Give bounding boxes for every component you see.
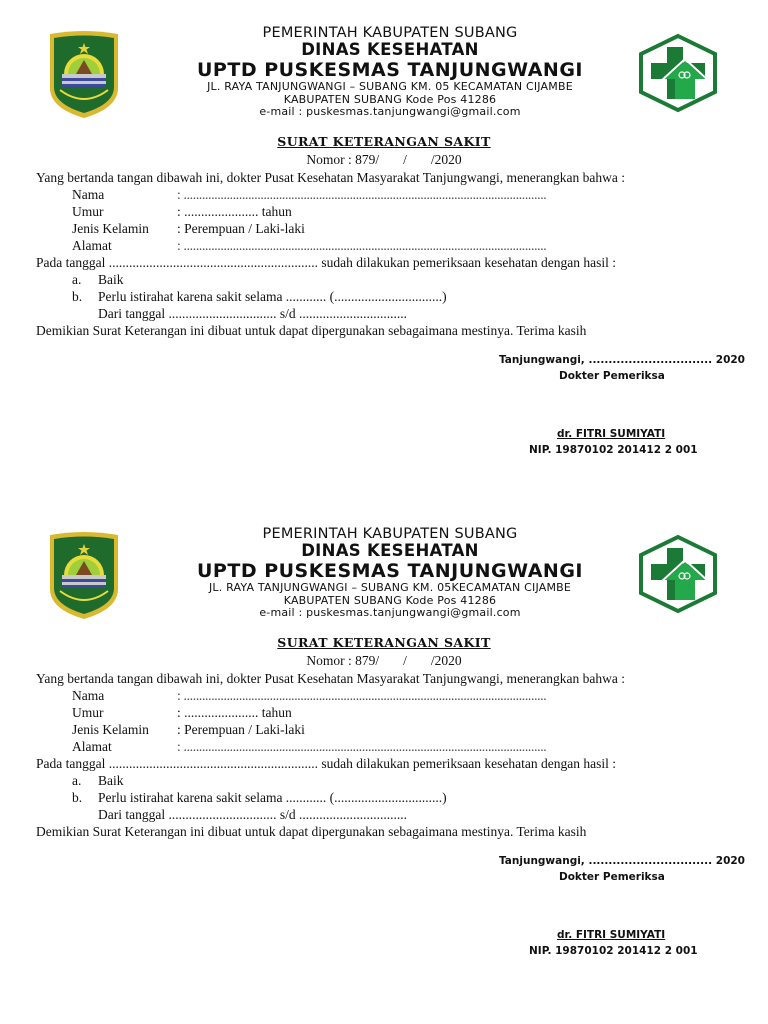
exam-date-line: Pada tanggal .............................................................. sudah dilakukan pemeriksaan kesehatan dengan hasil : <box>36 756 617 771</box>
result-letter: a. <box>72 773 82 788</box>
result-letter: b. <box>72 289 83 304</box>
address-postal: KABUPATEN SUBANG Kode Pos 41286 <box>283 593 497 607</box>
result-text: Dari tanggal ................................ s/d ................................ <box>98 807 407 822</box>
letter-body <box>36 169 736 339</box>
doctor-name: dr. FITRI SUMIYATI <box>557 428 666 440</box>
address-line: JL. RAYA TANJUNGWANGI – SUBANG KM. 05 KECAMATAN CIJAMBE <box>207 80 573 93</box>
field-value: : ...................................................................................................................... <box>177 187 547 202</box>
document-number <box>0 152 768 168</box>
number-separator: / <box>403 152 407 167</box>
intro-line: Yang bertanda tangan dibawah ini, dokter Pusat Kesehatan Masyarakat Tanjungwangi, menerangkan bahwa : <box>36 170 626 185</box>
government-name: PEMERINTAH KABUPATEN SUBANG <box>262 25 518 41</box>
field-value: : ...................... tahun <box>177 705 292 720</box>
field-value: : ...................................................................................................................... <box>177 238 547 253</box>
doctor-nip: NIP. 19870102 201412 2 001 <box>529 444 698 456</box>
result-item <box>36 789 736 806</box>
letter-body <box>36 670 736 840</box>
result-item <box>36 806 736 823</box>
field-value: : Perempuan / Laki-laki <box>177 722 305 737</box>
document-title: SURAT KETERANGAN SAKIT <box>277 134 491 149</box>
number-year: /2020 <box>430 653 462 668</box>
result-text: Baik <box>98 773 124 788</box>
result-letter: b. <box>72 790 83 805</box>
field-value: : ...................................................................................................................... <box>177 688 547 703</box>
kabupaten-subang-emblem-icon <box>46 30 122 120</box>
result-text: Baik <box>98 272 124 287</box>
field-label: Umur <box>72 705 104 720</box>
government-name: PEMERINTAH KABUPATEN SUBANG <box>262 526 518 542</box>
institution-name: UPTD PUSKESMAS TANJUNGWANGI <box>197 560 583 582</box>
result-letter: a. <box>72 272 82 287</box>
number-prefix: Nomor : 879/ <box>306 653 380 668</box>
department-name: DINAS KESEHATAN <box>301 40 479 59</box>
puskesmas-logo-icon <box>637 33 719 113</box>
signer-role: Dokter Pemeriksa <box>559 370 665 382</box>
result-item <box>36 288 736 305</box>
field-label: Alamat <box>72 739 112 754</box>
result-text: Dari tanggal ................................ s/d ................................ <box>98 306 407 321</box>
puskesmas-logo-icon <box>637 534 719 614</box>
field-alamat <box>36 738 736 755</box>
field-value: : ...................................................................................................................... <box>177 739 547 754</box>
field-umur <box>36 704 736 721</box>
letterhead <box>160 527 620 620</box>
email-line: e-mail : puskesmas.tanjungwangi@gmail.com <box>259 606 521 619</box>
result-item <box>36 305 736 322</box>
result-text: Perlu istirahat karena sakit selama ............ (................................) <box>98 790 447 805</box>
field-value: : ...................... tahun <box>177 204 292 219</box>
field-jenis-kelamin <box>36 220 736 237</box>
number-year: /2020 <box>430 152 462 167</box>
result-item <box>36 271 736 288</box>
exam-date-line: Pada tanggal .............................................................. sudah dilakukan pemeriksaan kesehatan dengan hasil : <box>36 255 617 270</box>
field-label: Umur <box>72 204 104 219</box>
field-umur <box>36 203 736 220</box>
kabupaten-subang-emblem-icon <box>46 531 122 621</box>
department-name: DINAS KESEHATAN <box>301 541 479 560</box>
field-nama <box>36 687 736 704</box>
field-label: Jenis Kelamin <box>72 221 149 236</box>
letter-1 <box>0 0 768 500</box>
field-label: Nama <box>72 688 105 703</box>
field-label: Jenis Kelamin <box>72 722 149 737</box>
field-value: : Perempuan / Laki-laki <box>177 221 305 236</box>
document-number <box>0 653 768 669</box>
number-prefix: Nomor : 879/ <box>306 152 380 167</box>
field-alamat <box>36 237 736 254</box>
field-label: Alamat <box>72 238 112 253</box>
institution-name: UPTD PUSKESMAS TANJUNGWANGI <box>197 59 583 81</box>
document-title: SURAT KETERANGAN SAKIT <box>277 635 491 650</box>
signer-role: Dokter Pemeriksa <box>559 871 665 883</box>
field-label: Nama <box>72 187 105 202</box>
closing-line: Demikian Surat Keterangan ini dibuat untuk dapat dipergunakan sebagaimana mestinya. Terima kasih <box>36 824 587 839</box>
field-nama <box>36 186 736 203</box>
address-postal: KABUPATEN SUBANG Kode Pos 41286 <box>283 92 497 106</box>
number-separator: / <box>403 653 407 668</box>
letterhead <box>160 26 620 119</box>
result-item <box>36 772 736 789</box>
email-line: e-mail : puskesmas.tanjungwangi@gmail.com <box>259 105 521 118</box>
result-text: Perlu istirahat karena sakit selama ............ (................................) <box>98 289 447 304</box>
closing-line: Demikian Surat Keterangan ini dibuat untuk dapat dipergunakan sebagaimana mestinya. Terima kasih <box>36 323 587 338</box>
address-line: JL. RAYA TANJUNGWANGI – SUBANG KM. 05KECAMATAN CIJAMBE <box>208 581 572 594</box>
doctor-nip: NIP. 19870102 201412 2 001 <box>529 945 698 957</box>
intro-line: Yang bertanda tangan dibawah ini, dokter Pusat Kesehatan Masyarakat Tanjungwangi, menerangkan bahwa : <box>36 671 626 686</box>
letter-2 <box>0 501 768 1001</box>
place-date: Tanjungwangi, ............................... 2020 <box>499 855 745 867</box>
doctor-name: dr. FITRI SUMIYATI <box>557 929 666 941</box>
field-jenis-kelamin <box>36 721 736 738</box>
place-date: Tanjungwangi, ............................... 2020 <box>499 354 745 366</box>
